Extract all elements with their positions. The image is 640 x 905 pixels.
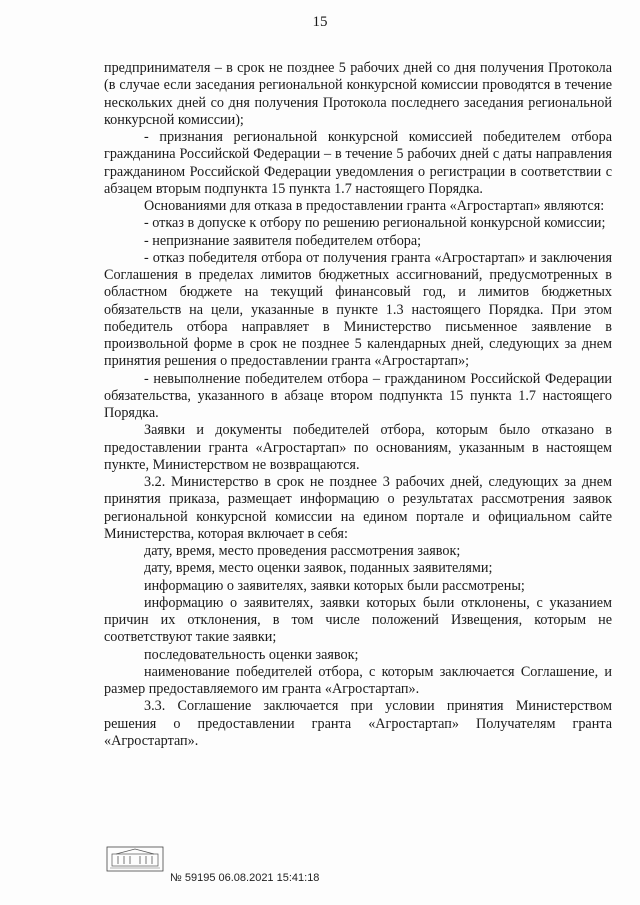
paragraph: 3.2. Министерство в срок не позднее 3 рабочих дней, следующих за днем принятия приказа, размещает информацию о результатах рассмотрения заявок региональной конкурсной комиссии на едином портале и официальном сайте Министерства, которая включает в себя: [104,474,612,542]
registration-number: № 59195 06.08.2021 15:41:18 [170,872,320,884]
paragraph: Основаниями для отказа в предоставлении гранта «Агростартап» являются: [144,198,605,214]
registry-stamp-icon [106,846,164,872]
document-body [104,60,612,750]
paragraph: дату, время, место оценки заявок, поданных заявителями; [144,560,493,577]
paragraph: предпринимателя – в срок не позднее 5 рабочих дней со дня получения Протокола (в случае если заседания региональной конкурсной комиссии проводятся в течение нескольких дней со дня получения Протокола последнего заседания региональной конкурсной комиссии); [104,60,612,128]
paragraph: - невыполнение победителем отбора – гражданином Российской Федерации обязательства, указанного в абзаце втором подпункта 15 пункта 1.7 настоящего Порядка. [104,370,612,421]
paragraph: информацию о заявителях, заявки которых были рассмотрены; [144,577,525,594]
paragraph: наименование победителей отбора, с которым заключается Соглашение, и размер предоставляемого им гранта «Агростартап». [104,663,612,697]
page-number: 15 [312,14,328,30]
paragraph: дату, время, место проведения рассмотрения заявок; [144,543,461,559]
paragraph: 3.3. Соглашение заключается при условии принятия Министерством решения о предоставлении гранта «Агростартап» Получателям гранта «Агростартап». [104,698,612,749]
paragraph: Заявки и документы победителей отбора, которым было отказано в предоставлении гранта «Агростартап» по основаниям, указанным в настоящем пункте, Министерством не возвращаются. [104,422,612,473]
paragraph: информацию о заявителях, заявки которых были отклонены, с указанием причин их отклонения, в том числе положений Извещения, которым не соответствуют такие заявки; [104,594,612,646]
paragraph: - отказ в допуске к отбору по решению региональной конкурсной комиссии; [144,215,606,232]
paragraph: - отказ победителя отбора от получения гранта «Агростартап» и заключения Соглашения в пределах лимитов бюджетных ассигнований, предусмотренных в областном бюджете на текущий финансовый год, и лимитов бюджетных обязательств на цели, указанные в пункте 1.3 настоящего Порядка. При этом победитель отбора направляет в Министерство письменное заявление в произвольной форме в срок не позднее 5 календарных дней, следующих за днем принятия решения о предоставлении гранта «Агростартап»; [104,249,612,370]
paragraph: - непризнание заявителя победителем отбора; [144,232,422,249]
paragraph: - признания региональной конкурсной комиссией победителем отбора гражданина Российской Федерации – в течение 5 рабочих дней с даты направления гражданином Российской Федерации уведомления о регистрации в соответствии с абзацем вторым подпункта 15 пункта 1.7 настоящего Порядка. [104,129,612,197]
paragraph: последовательность оценки заявок; [144,646,359,663]
